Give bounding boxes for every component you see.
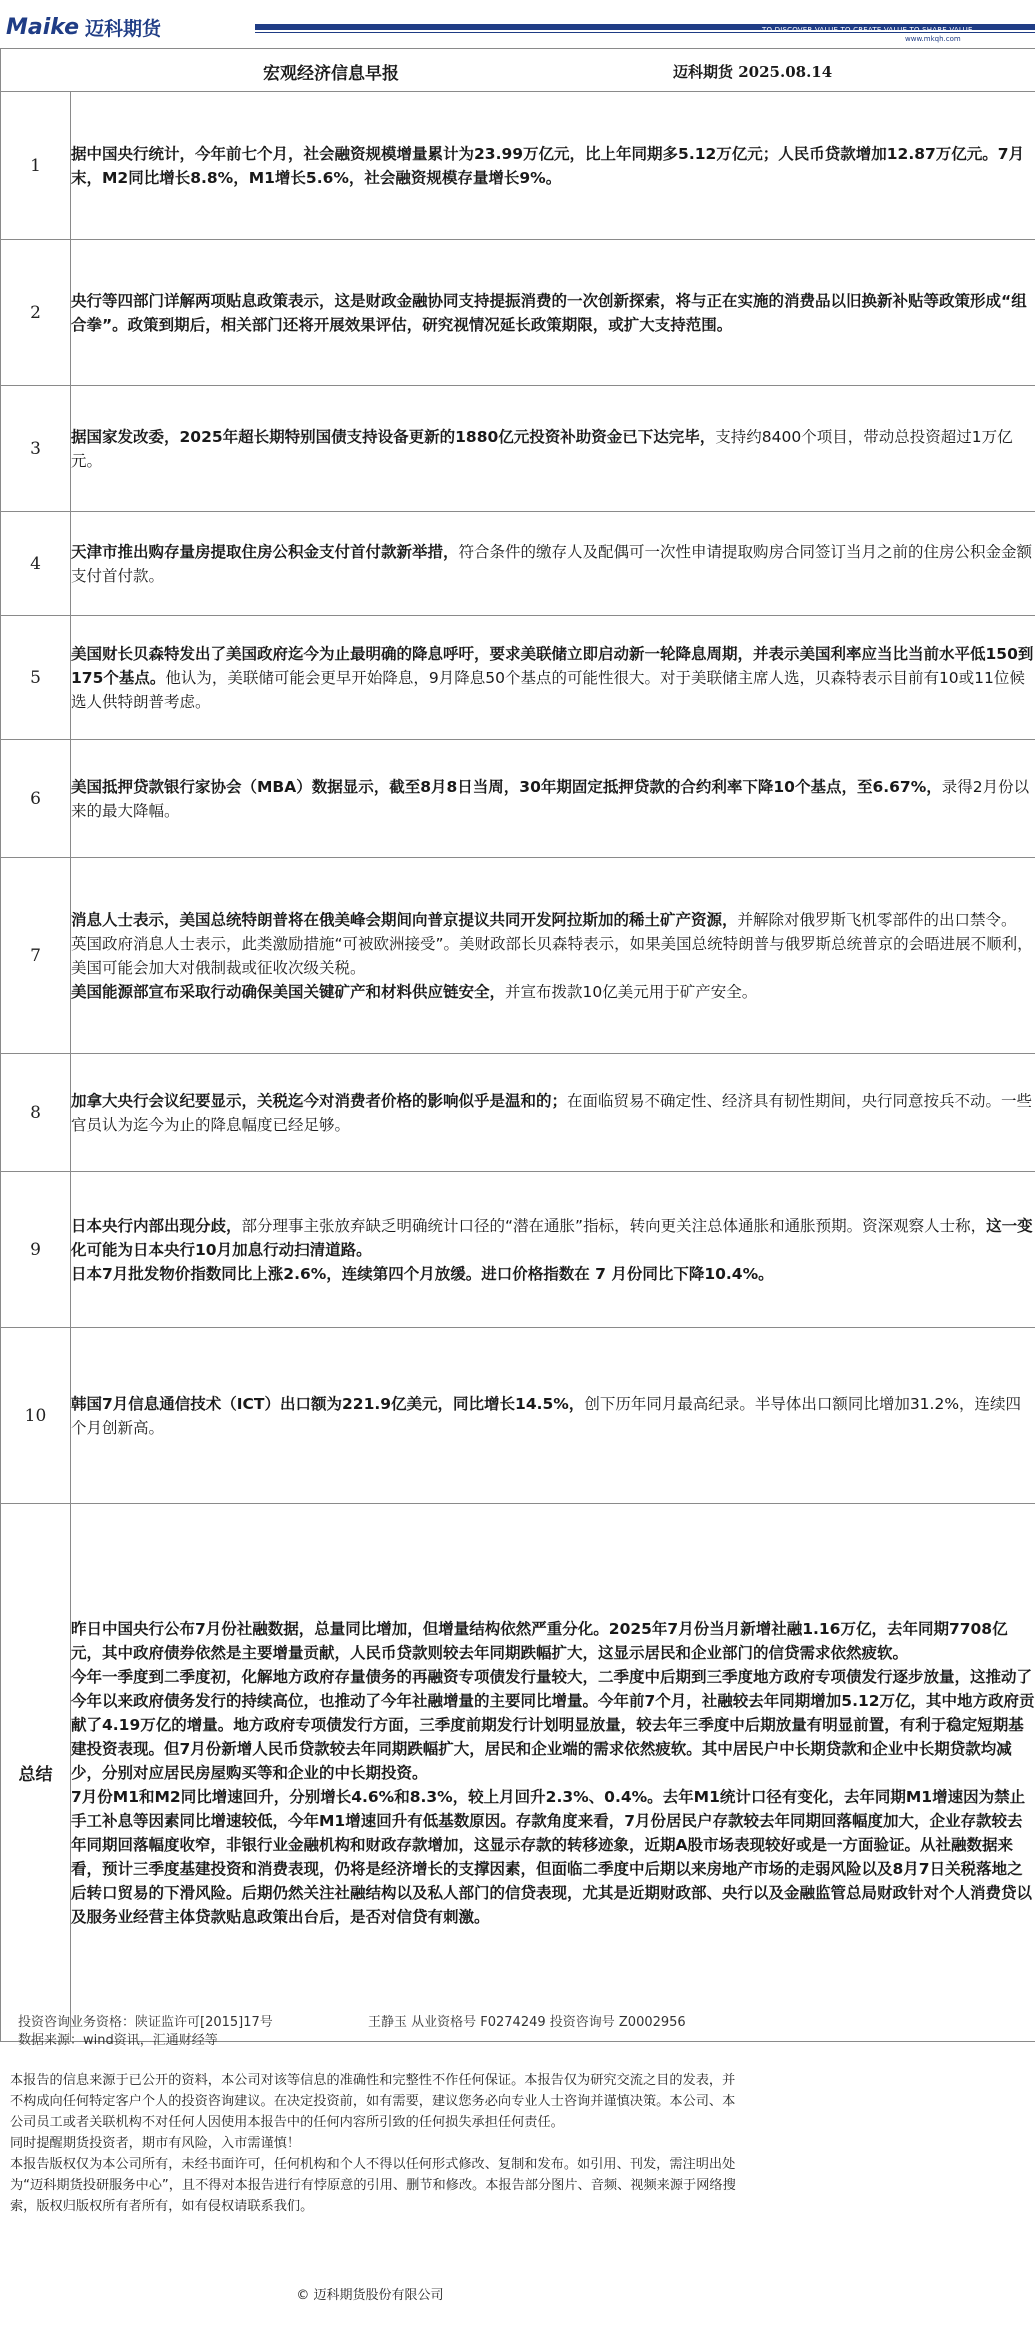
- news-paragraph: [71, 642, 1035, 714]
- body-text: 并宣布拨款10亿美元用于矿产安全。: [505, 982, 758, 1001]
- row-number: 8: [1, 1054, 71, 1172]
- row-number: 3: [1, 386, 71, 512]
- row-number: 10: [1, 1328, 71, 1504]
- news-paragraph: [71, 1262, 1035, 1286]
- bold-text: 这一变化可能为日本央行10月加息行动扫清道路。: [71, 1216, 1033, 1259]
- body-text: 录得2月份以来的最大降幅。: [71, 777, 1030, 820]
- body-text: 支持约8400个项目，带动总投资超过1万亿元。: [71, 427, 1013, 470]
- analyst-info: 王静玉 从业资格号 F0274249 投资咨询号 Z0002956: [368, 2015, 686, 2030]
- news-text: [71, 512, 1035, 616]
- disclaimer-paragraph: 本报告的信息来源于已公开的资料，本公司对该等信息的准确性和完整性不作任何保证。本报告仅为研究交流之目的发表，并不构成向任何特定客户个人的投资咨询建议。在决定投资前，如有需要，建议您务必向专业人士咨询并谨慎决策。本公司、本公司员工或者关联机构不对任何人因使用本报告中的任何内容所引致的任何损失承担任何责任。: [10, 2073, 736, 2130]
- row-number: 2: [1, 240, 71, 386]
- bold-text: 美国能源部宣布采取行动确保美国关键矿产和材料供应链安全，: [71, 982, 506, 1001]
- bold-text: 据国家发改委，2025年超长期特别国债支持设备更新的1880亿元投资补助资金已下达完毕，: [71, 427, 716, 446]
- news-paragraph: [71, 1089, 1035, 1137]
- row-number: 4: [1, 512, 71, 616]
- bold-text: 据中国央行统计，今年前七个月，社会融资规模增量累计为23.99万亿元，比上年同期多5.12万亿元；人民币贷款增加12.87万亿元。7月末，M2同比增长8.8%，M1增长5.6%，社会融资规模存量增长9%。: [71, 144, 1025, 187]
- logo-chinese: 迈科期货: [85, 18, 162, 40]
- news-text: [71, 1328, 1035, 1504]
- summary-paragraph: 昨日中国央行公布7月份社融数据，总量同比增加，但增量结构依然严重分化。2025年7月份当月新增社融1.16万亿，去年同期7708亿元，其中政府债券依然是主要增量贡献，人民币贷款则较去年同期跌幅扩大，这显示居民和企业部门的信贷需求依然疲软。: [71, 1619, 1008, 1662]
- row-number: 9: [1, 1172, 71, 1328]
- body-text: 部分理事主张放弃缺乏明确统计口径的“潜在通胀”指标，转向更关注总体通胀和通胀预期。资深观察人士称，: [241, 1216, 987, 1235]
- disclaimer-paragraph: 本报告版权仅为本公司所有，未经书面许可，任何机构和个人不得以任何形式修改、复制和发布。如引用、刊发，需注明出处为“迈科期货投研服务中心”，且不得对本报告进行有悖原意的引用、删节和修改。本报告部分图片、音频、视频来源于网络搜索，版权归版权所有者所有，如有侵权请联系我们。: [10, 2157, 736, 2214]
- news-text: [71, 240, 1035, 386]
- report-title: 宏观经济信息早报: [263, 64, 399, 84]
- summary-paragraph: 7月份M1和M2同比增速回升，分别增长4.6%和8.3%，较上月回升2.3%、0.4%。去年M1统计口径有变化，去年同期M1增速因为禁止手工补息等因素同比增速较低，今年M1增速回升有低基数原因。存款角度来看，7月份居民户存款较去年同期回落幅度加大，企业存款较去年同期回落幅度收窄，非银行业金融机构和财政存款增加，这显示存款的转移迹象，近期A股市场表现较好或是一方面验证。从社融数据来看，预计三季度基建投资和消费表现，仍将是经济增长的支撑因素，但面临二季度中后期以来房地产市场的走弱风险以及8月7日关税落地之后转口贸易的下滑风险。后期仍然关注社融结构以及私人部门的信贷表现，尤其是近期财政部、央行以及金融监管总局财政针对个人消费贷以及服务业经营主体贷款贴息政策出台后，是否对信贷有刺激。: [71, 1787, 1033, 1926]
- bold-text: 美国抵押贷款银行家协会（MBA）数据显示，截至8月8日当周，30年期固定抵押贷款的合约利率下降10个基点，至6.67%，: [71, 777, 942, 796]
- news-row: [1, 1172, 1035, 1328]
- summary-row: [1, 1504, 1035, 2042]
- report-header-cell: [1, 49, 1035, 92]
- news-text: [71, 740, 1035, 858]
- news-row: [1, 858, 1035, 1054]
- news-row: [1, 240, 1035, 386]
- summary-paragraph: 今年一季度到二季度初，化解地方政府存量债务的再融资专项债发行量较大，二季度中后期到三季度地方政府专项债发行逐步放量，这推动了今年以来政府债务发行的持续高位，也推动了今年社融增量的主要同比增量。今年前7个月，社融较去年同期增加5.12万亿，其中地方政府贡献了4.19万亿的增量。地方政府专项债发行方面，三季度前期发行计划明显放量，较去年三季度中后期放量有明显前置，有利于稳定短期基建投资表现。但7月份新增人民币贷款较去年同期跌幅扩大，居民和企业端的需求依然疲软。其中居民户中长期贷款和企业中长期贷款均减少，分别对应居民房屋购买等和企业的中长期投资。: [71, 1667, 1035, 1782]
- news-text: [71, 616, 1035, 740]
- row-number: 7: [1, 858, 71, 1054]
- copyright: © 迈科期货股份有限公司: [296, 2288, 444, 2303]
- data-source: 数据来源：wind资讯，汇通财经等: [18, 2033, 218, 2048]
- bold-text: 央行等四部门详解两项贴息政策表示，这是财政金融协同支持提振消费的一次创新探索，将与正在实施的消费品以旧换新补贴等政策形成“组合拳”。政策到期后，相关部门还将开展效果评估，研究视情况延长政策期限，或扩大支持范围。: [71, 291, 1027, 334]
- row-number: 1: [1, 92, 71, 240]
- news-text: [71, 1172, 1035, 1328]
- news-paragraph: [71, 1392, 1035, 1440]
- news-paragraph: [71, 980, 1035, 1004]
- summary-text: [71, 1504, 1035, 2042]
- news-row: [1, 386, 1035, 512]
- bold-text: 美国财长贝森特发出了美国政府迄今为止最明确的降息呼吁，要求美联储立即启动新一轮降息周期，并表示美国利率应当比当前水平低150到175个基点。: [71, 644, 1034, 687]
- summary-label: 总结: [1, 1504, 71, 2042]
- news-paragraph: [71, 775, 1035, 823]
- news-paragraph: [71, 908, 1035, 980]
- body-text: 在面临贸易不确定性、经济具有韧性期间，央行同意按兵不动。一些官员认为迄今为止的降息幅度已经足够。: [71, 1091, 1033, 1134]
- news-row: [1, 740, 1035, 858]
- body-text: 创下历年同月最高纪录。半导体出口额同比增加31.2%，连续四个月创新高。: [71, 1394, 1022, 1437]
- news-text: [71, 92, 1035, 240]
- news-row: [1, 616, 1035, 740]
- body-text: 符合条件的缴存人及配偶可一次性申请提取购房合同签订当月之前的住房公积金金额支付首付款。: [71, 542, 1033, 585]
- body-text: 并解除对俄罗斯飞机零部件的出口禁令。 英国政府消息人士表示，此类激励措施“可被欧洲接受”。美财政部长贝森特表示，如果美国总统特朗普与俄罗斯总统普京的会晤进展不顺利，美国可能会加大对俄制裁或征收次级关税。: [71, 910, 1033, 977]
- report-table: [0, 48, 1035, 2042]
- news-text: [71, 858, 1035, 1054]
- bold-text: 日本7月批发物价指数同比上涨2.6%，连续第四个月放缓。进口价格指数在 7 月份同比下降10.4%。: [71, 1264, 774, 1283]
- row-number: 5: [1, 616, 71, 740]
- news-row: [1, 1328, 1035, 1504]
- news-row: [1, 512, 1035, 616]
- news-paragraph: [71, 540, 1035, 588]
- bold-text: 韩国7月信息通信技术（ICT）出口额为221.9亿美元，同比增长14.5%，: [71, 1394, 585, 1413]
- news-paragraph: [71, 142, 1035, 190]
- banner-slogan: TO DISCOVER VALUE TO CREATE VALUE TO SHARE VALUE: [762, 26, 973, 34]
- report-banner: [0, 0, 1035, 48]
- bold-text: 天津市推出购存量房提取住房公积金支付首付款新举措，: [71, 542, 459, 561]
- bold-text: 消息人士表示，美国总统特朗普将在俄美峰会期间向普京提议共同开发阿拉斯加的稀土矿产资源，: [71, 910, 738, 929]
- news-paragraph: [71, 1214, 1035, 1262]
- row-number: 6: [1, 740, 71, 858]
- logo-latin: Maike: [6, 15, 80, 40]
- body-text: 他认为，美联储可能会更早开始降息，9月降息50个基点的可能性很大。对于美联储主席人选，贝森特表示目前有10或11位候选人供特朗普考虑。: [71, 668, 1025, 711]
- news-paragraph: [71, 289, 1035, 337]
- news-row: [1, 1054, 1035, 1172]
- report-date: 迈科期货 2025.08.14: [673, 63, 833, 81]
- company-logo: [6, 14, 161, 41]
- bold-text: 日本央行内部出现分歧，: [71, 1216, 242, 1235]
- news-row: [1, 92, 1035, 240]
- news-text: [71, 1054, 1035, 1172]
- disclaimer-paragraph: 同时提醒期货投资者，期市有风险，入市需谨慎！: [10, 2136, 301, 2151]
- banner-website: www.mkqh.com: [905, 35, 961, 43]
- report-header-row: [1, 49, 1035, 92]
- news-text: [71, 386, 1035, 512]
- bold-text: 加拿大央行会议纪要显示，关税迄今对消费者价格的影响似乎是温和的；: [71, 1091, 568, 1110]
- news-paragraph: [71, 425, 1035, 473]
- license-info: 投资咨询业务资格：陕证监许可[2015]17号: [18, 2015, 273, 2030]
- disclaimer: [10, 2070, 740, 2217]
